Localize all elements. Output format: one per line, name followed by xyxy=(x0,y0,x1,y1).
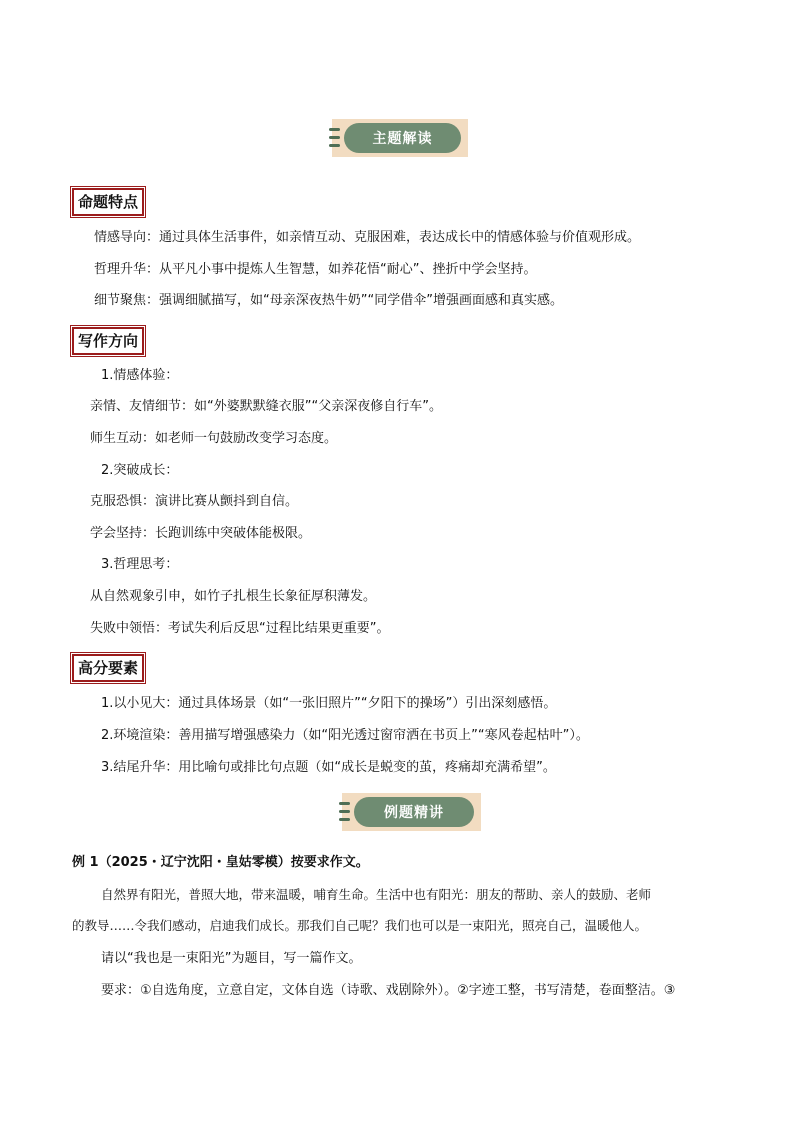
theme-banner-label: 主题解读 xyxy=(344,123,461,153)
high-score-line: 2.环境渲染：善用描写增强感染力（如“阳光透过窗帘洒在书页上”“寒风卷起枯叶”）。 xyxy=(101,728,589,743)
high-score-line: 3.结尾升华：用比喻句或排比句点题（如“成长是蜕变的茧，疼痛却充满希望”。 xyxy=(101,760,556,775)
directions-line: 师生互动：如老师一句鼓励改变学习态度。 xyxy=(90,431,338,446)
features-line: 情感导向：通过具体生活事件，如亲情互动、克服困难，表达成长中的情感体验与价值观形成。 xyxy=(94,230,641,245)
example-requirements: 要求：①自选角度，立意自定，文体自选（诗歌、戏剧除外）。②字迹工整，书写清楚，卷面整洁。③ xyxy=(101,983,676,998)
features-line: 哲理升华：从平凡小事中提炼人生智慧，如养花悟“耐心”、挫折中学会坚持。 xyxy=(94,262,537,277)
example-prompt-line: 自然界有阳光，普照大地，带来温暖，哺育生命。生活中也有阳光：朋友的帮助、亲人的鼓励、老师 xyxy=(101,887,652,902)
features-line: 细节聚焦：强调细腻描写，如“母亲深夜热牛奶”“同学借伞”增强画面感和真实感。 xyxy=(94,293,563,308)
binder-ring-icon xyxy=(329,136,340,139)
example-instruction: 请以“我也是一束阳光”为题目，写一篇作文。 xyxy=(101,951,362,966)
example-banner xyxy=(342,793,481,831)
binder-ring-icon xyxy=(339,802,350,805)
section-title-features: 命题特点 xyxy=(72,188,144,216)
section-title-high-score: 高分要素 xyxy=(72,654,144,682)
example-prompt-line: 的教导……令我们感动，启迪我们成长。那我们自己呢？我们也可以是一束阳光，照亮自己，温暖他人。 xyxy=(72,918,648,933)
directions-line: 失败中领悟：考试失利后反思“过程比结果更重要”。 xyxy=(90,621,390,636)
high-score-line: 1.以小见大：通过具体场景（如“一张旧照片”“夕阳下的操场”）引出深刻感悟。 xyxy=(101,696,557,711)
section-title-directions: 写作方向 xyxy=(72,327,144,355)
directions-line: 克服恐惧：演讲比赛从颤抖到自信。 xyxy=(90,494,299,509)
directions-line: 学会坚持：长跑训练中突破体能极限。 xyxy=(90,526,312,541)
directions-line: 3.哲理思考： xyxy=(101,557,179,572)
binder-ring-icon xyxy=(339,818,350,821)
binder-ring-icon xyxy=(329,144,340,147)
directions-line: 2.突破成长： xyxy=(101,463,179,478)
binder-ring-icon xyxy=(339,810,350,813)
directions-line: 亲情、友情细节：如“外婆默默缝衣服”“父亲深夜修自行车”。 xyxy=(90,399,442,414)
example-heading: 例 1（2025・辽宁沈阳・皇姑零模）按要求作文。 xyxy=(72,855,369,870)
directions-line: 1.情感体验： xyxy=(101,368,179,383)
binder-ring-icon xyxy=(329,128,340,131)
directions-line: 从自然观象引申，如竹子扎根生长象征厚积薄发。 xyxy=(90,589,377,604)
theme-banner xyxy=(332,119,468,157)
example-banner-label: 例题精讲 xyxy=(354,797,474,827)
